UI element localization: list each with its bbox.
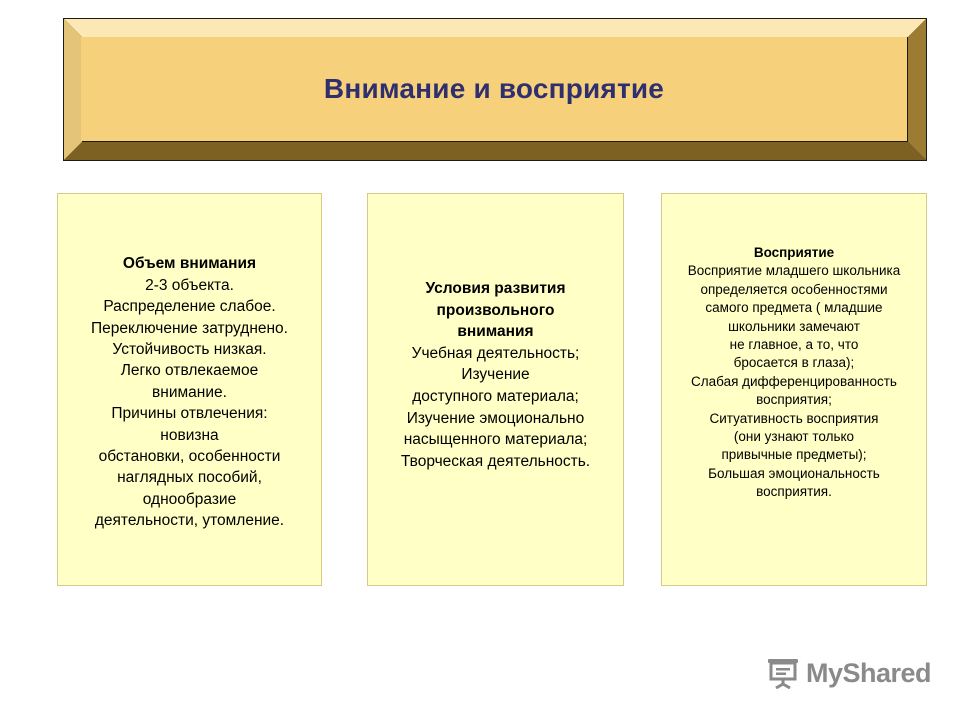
box-line: обстановки, особенности xyxy=(98,448,281,466)
box-line: Устойчивость низкая. xyxy=(112,340,267,358)
box-line: новизна xyxy=(160,426,219,444)
box-line: самого предмета ( младшие xyxy=(705,300,883,316)
box-line: Легко отвлекаемое xyxy=(120,362,259,380)
box-line: Переключение затруднено. xyxy=(90,319,288,337)
box-line: Ситуативность восприятия xyxy=(709,410,879,426)
box-line: бросается в глаза); xyxy=(733,355,855,371)
box-line: восприятия. xyxy=(756,484,832,500)
box-line: Восприятие младшего школьника xyxy=(687,263,901,279)
box-line: Изучение эмоционально xyxy=(406,409,585,427)
box-line: насыщенного материала; xyxy=(403,431,588,449)
box-line: Слабая дифференцированность xyxy=(691,373,897,389)
voluntary-attention-text xyxy=(401,194,590,472)
box-heading-line: Условия развития xyxy=(425,280,566,297)
box-heading-line: внимания xyxy=(457,323,534,341)
box-line: школьники замечают xyxy=(728,318,860,334)
box-line: внимание. xyxy=(152,383,227,401)
attention-volume-box xyxy=(57,193,322,586)
box-line: привычные предметы); xyxy=(721,447,867,463)
box-line: восприятия; xyxy=(756,392,832,408)
box-heading-line: произвольного xyxy=(436,301,555,319)
box-line: Учебная деятельность; xyxy=(411,344,580,362)
watermark xyxy=(766,655,931,691)
box-line: Большая эмоциональность xyxy=(708,465,880,481)
box-line: (они узнают только xyxy=(733,429,855,445)
page-title: Внимание и восприятие xyxy=(323,73,665,104)
perception-text xyxy=(688,194,900,502)
title-plate-face xyxy=(81,37,907,141)
box-heading-line: Восприятие xyxy=(753,245,835,260)
box-line: Творческая деятельность. xyxy=(400,452,591,470)
perception-box xyxy=(661,193,927,586)
box-line: 2-3 объекта. xyxy=(145,276,234,294)
box-line: однообразие xyxy=(142,490,237,508)
watermark-text: MyShared xyxy=(806,657,932,688)
box-heading-line: Объем внимания xyxy=(122,255,257,273)
box-line: деятельности, утомление. xyxy=(94,512,285,530)
box-line: Причины отвлечения: xyxy=(111,405,268,423)
voluntary-attention-box xyxy=(367,193,624,586)
projector-screen-icon xyxy=(766,657,800,689)
box-line: наглядных пособий, xyxy=(117,469,262,487)
title-plate xyxy=(63,18,927,161)
box-line: определяется особенностями xyxy=(700,281,888,297)
box-line: не главное, а то, что xyxy=(729,337,859,353)
box-line: Изучение xyxy=(461,366,530,384)
attention-volume-text xyxy=(91,253,288,531)
box-line: доступного материала; xyxy=(412,387,579,405)
box-line: Распределение слабое. xyxy=(103,298,276,316)
